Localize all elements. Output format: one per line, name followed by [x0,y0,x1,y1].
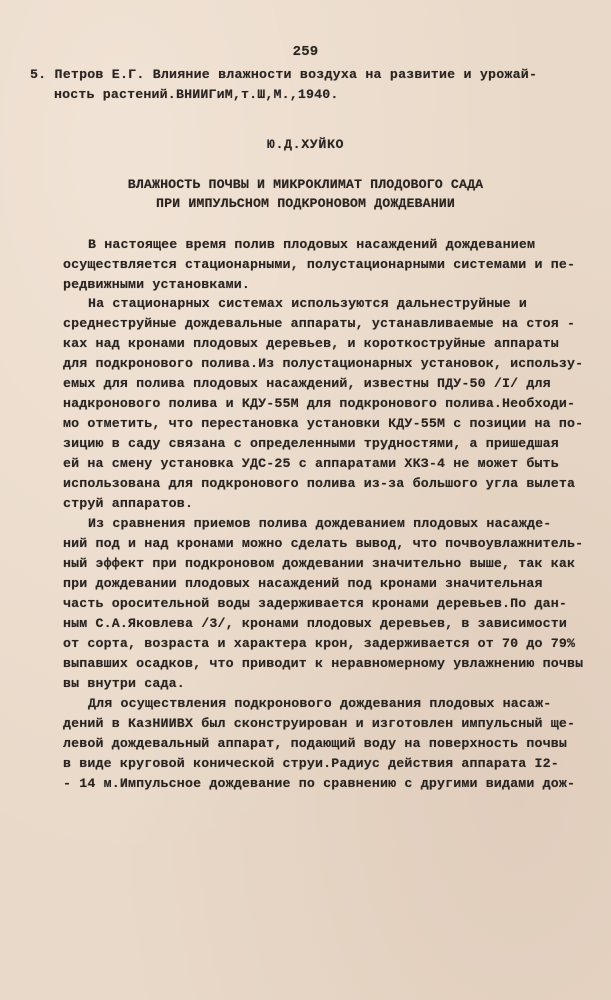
body-line: часть оросительной воды задерживается кронами деревьев.По дан- [63,596,568,611]
reference-line-1: 5. Петров Е.Г. Влияние влажности воздуха на развитие и урожай- [30,67,538,82]
body-line: выпавших осадков, что приводит к неравномерному увлажнению почвы [63,656,584,671]
page-number: 259 [292,44,319,60]
body-line: Для осуществления подкронового дождевания плодовых насаж- [88,696,552,711]
reference-line-2: ность растений.ВНИИГиМ,т.Ш,М.,1940. [54,87,339,102]
body-line: дений в КазНИИВХ был сконструирован и изготовлен импульсный ще- [63,716,576,731]
body-line: ний под и над кронами можно сделать вывод, что почвоувлажнитель- [63,536,584,551]
body-line: вы внутри сада. [63,676,185,691]
article-title-line-2: ПРИ ИМПУЛЬСНОМ ПОДКРОНОВОМ ДОЖДЕВАНИИ [156,196,455,211]
body-line: мо отметить, что перестановка установки КДУ-55М с позиции на по- [63,416,584,431]
body-line: Из сравнения приемов полива дождеванием плодовых насажде- [88,516,552,531]
body-line: для подкронового полива.Из полустационарных установок, использу- [63,356,584,371]
author-name: Ю.Д.ХУЙКО [266,137,345,152]
article-title-line-1: ВЛАЖНОСТЬ ПОЧВЫ И МИКРОКЛИМАТ ПЛОДОВОГО САДА [127,177,484,192]
body-line: ках над кронами плодовых деревьев, и короткоструйные аппараты [63,336,559,351]
body-line: - 14 м.Импульсное дождевание по сравнению с другими видами дож- [63,776,576,791]
body-line: от сорта, возраста и характера крон, задерживается от 70 до 79% [63,636,576,651]
body-line: В настоящее время полив плодовых насаждений дождеванием [88,237,536,252]
body-line: емых для полива плодовых насаждений, известны ПДУ-50 /I/ для [63,376,551,391]
body-line: ный эффект при подкроновом дождевании значительно выше, так как [63,556,576,571]
body-line: левой дождевальный аппарат, подающий воду на поверхность почвы [63,736,568,751]
body-line: осуществляется стационарными, полустационарными системами и пе- [63,257,576,272]
body-line: ным С.А.Яковлева /3/, кронами плодовых деревьев, в зависимости [63,616,568,631]
body-line: в виде круговой конической струи.Радиус действия аппарата I2- [63,756,559,771]
body-line: зицию в саду связана с определенными трудностями, а пришедшая [63,436,559,451]
body-line: ей на смену установка УДС-25 с аппаратами ХКЗ-4 не может быть [63,456,559,471]
body-line: использована для подкронового полива из-за большого угла вылета [63,476,576,491]
body-line: среднеструйные дождевальные аппараты, устанавливаемые на стоя - [63,316,576,331]
body-line: редвижными установками. [63,277,250,292]
body-line: надкронового полива и КДУ-55М для подкронового полива.Необходи- [63,396,576,411]
body-line: На стационарных системах используются дальнеструйные и [88,296,527,311]
body-line: струй аппаратов. [63,496,194,511]
body-line: при дождевании плодовых насаждений под кронами значительная [63,576,543,591]
